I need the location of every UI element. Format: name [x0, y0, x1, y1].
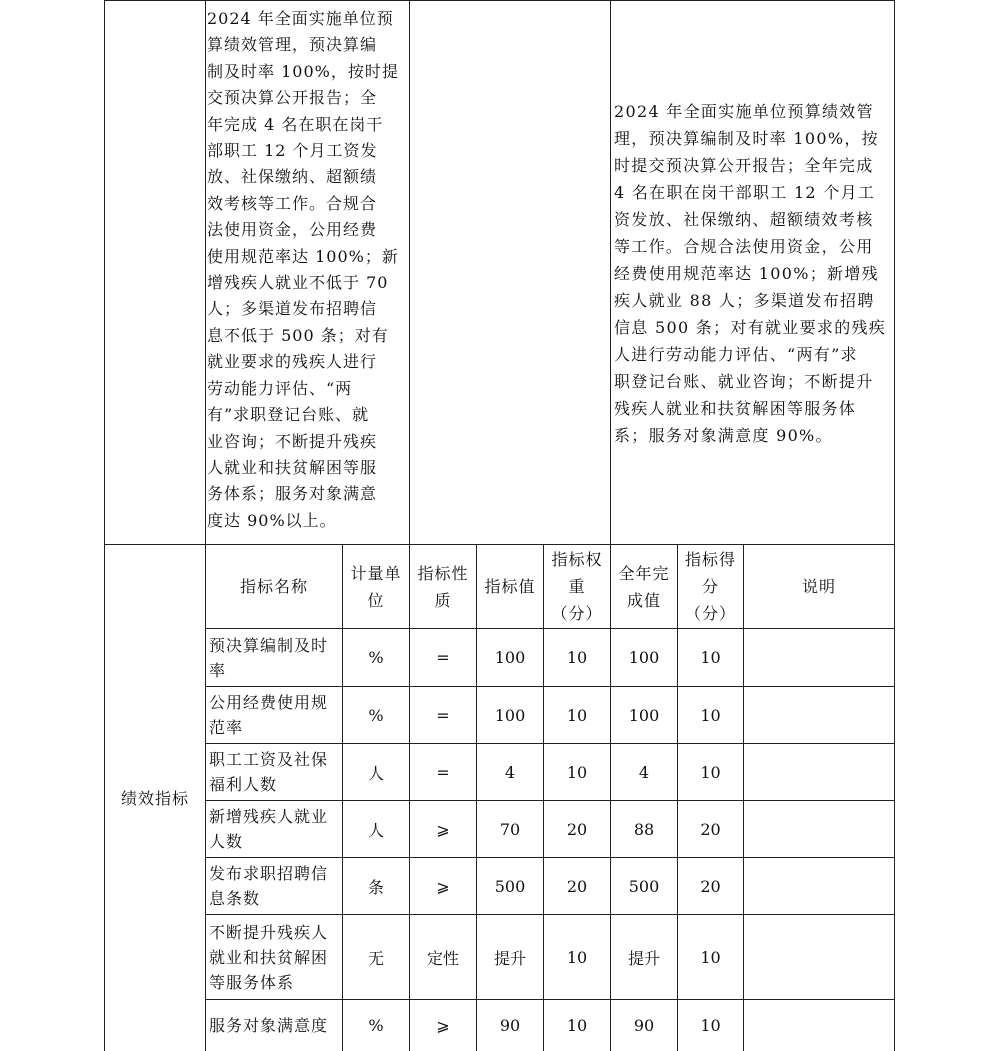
header-indicator-name: 指标名称 — [239, 577, 308, 596]
row-1-actual: 100 — [628, 648, 660, 667]
actual-goal-text: 2024 年全面实施单位预算绩效管 理，预决算编制及时率 100%，按 时提交预决算公开报告；全年完成 4 名在职在岗干部职工 12 个月工 资发放、社保缴纳、超额绩效考核 等工作。合规合法使用资金，公用 经费使用规范率达 100%；新增残 疾人就业 88 人；多渠道发布招聘 信息 500 条；对有就业要求的残疾 人进行劳动能力评估、“两有”求 职登记台账、就业咨询；不断提升 残疾人就业和扶贫解困等服务体 系；服务对象满意度 90%。 — [614, 102, 887, 445]
planned-goal-text: 2024 年全面实施单位预 算绩效管理，预决算编 制及时率 100%，按时提 交预决算公开报告；全 年完成 4 名在职在岗干 部职工 12 个月工资发 放、社保缴纳、超额绩 效考核等工作。合规合 法使用资金，公用经费 使用规范率达 100%；新 增残疾人就业不低于 70 人；多渠道发布招聘信 息不低于 500 条；对有 就业要求的残疾人进行 劳动能力评估、“两 有”求职登记台账、就 业咨询；不断提升残疾 人就业和扶贫解困等服 务体系；服务对象满意 度达 90%以上。 — [207, 9, 399, 530]
row-1-unit: % — [368, 648, 384, 667]
row-5-weight: 20 — [566, 876, 588, 896]
row-7-name: 服务对象满意度 — [209, 1016, 329, 1035]
row-4-note — [744, 801, 894, 857]
row-3-nature: = — [436, 762, 450, 782]
row-2-unit: % — [368, 705, 384, 725]
row-1-weight: 10 — [566, 648, 588, 667]
row-3-target: 4 — [504, 762, 516, 782]
row-3-unit: 人 — [367, 763, 384, 783]
row-3-weight: 10 — [566, 762, 588, 782]
row-4-unit: 人 — [367, 820, 384, 840]
row-5-unit: 条 — [367, 877, 384, 897]
row-5-name: 发布求职招聘信 息条数 — [209, 864, 329, 908]
header-nature: 指标性 质 — [417, 563, 469, 610]
row-5-note — [744, 858, 894, 914]
header-score: 指标得 分 （分） — [684, 550, 736, 623]
row-1-note — [744, 629, 894, 686]
row-6-nature: 定性 — [426, 948, 459, 968]
performance-section-label: 绩效指标 — [120, 789, 189, 808]
row-6-target: 提升 — [493, 948, 526, 968]
row-2-name: 公用经费使用规 范率 — [209, 693, 329, 737]
row-4-nature: ⩾ — [436, 819, 450, 839]
header-note: 说明 — [801, 577, 836, 596]
row-6-weight: 10 — [566, 947, 588, 967]
header-actual: 全年完 成值 — [618, 563, 670, 610]
row-1-nature: = — [436, 648, 450, 667]
row-2-target: 100 — [494, 705, 526, 725]
row-1-score: 10 — [700, 648, 721, 667]
row-1-name: 预决算编制及时 率 — [209, 635, 329, 680]
row-5-actual: 500 — [628, 876, 660, 896]
row-4-score: 20 — [700, 819, 721, 839]
row-7-score: 10 — [700, 1016, 721, 1035]
row-4-weight: 20 — [566, 819, 588, 839]
row-2-nature: = — [436, 705, 450, 725]
row-6-actual: 提升 — [627, 948, 660, 968]
header-unit: 计量单 位 — [350, 563, 402, 610]
row-6-name: 不断提升残疾人 就业和扶贫解困 等服务体系 — [209, 922, 329, 992]
row-7-nature: ⩾ — [436, 1016, 450, 1035]
row-2-note — [744, 687, 894, 743]
row-3-actual: 4 — [638, 762, 650, 782]
row-4-name: 新增残疾人就业 人数 — [209, 807, 329, 851]
row-7-weight: 10 — [566, 1016, 588, 1035]
row-2-score: 10 — [700, 705, 721, 725]
row-5-target: 500 — [494, 876, 526, 896]
row-7-target: 90 — [499, 1016, 521, 1035]
row-2-weight: 10 — [566, 705, 588, 725]
row-5-nature: ⩾ — [436, 876, 450, 896]
row-3-note — [744, 744, 894, 800]
row-6-score: 10 — [700, 947, 721, 967]
row-3-score: 10 — [700, 762, 721, 782]
row-7-unit: % — [368, 1016, 384, 1035]
row-2-actual: 100 — [628, 705, 660, 725]
row-5-score: 20 — [700, 876, 721, 896]
header-weight: 指标权 重 （分） — [551, 550, 603, 623]
row-6-unit: 无 — [367, 948, 384, 968]
header-target: 指标值 — [484, 577, 536, 596]
row-3-name: 职工工资及社保 福利人数 — [209, 750, 329, 794]
row-6-note — [744, 915, 894, 999]
row-4-target: 70 — [499, 819, 521, 839]
row-4-actual: 88 — [633, 819, 655, 839]
row-7-actual: 90 — [633, 1016, 655, 1035]
row-1-target: 100 — [494, 648, 526, 667]
row-7-note — [744, 1000, 894, 1051]
